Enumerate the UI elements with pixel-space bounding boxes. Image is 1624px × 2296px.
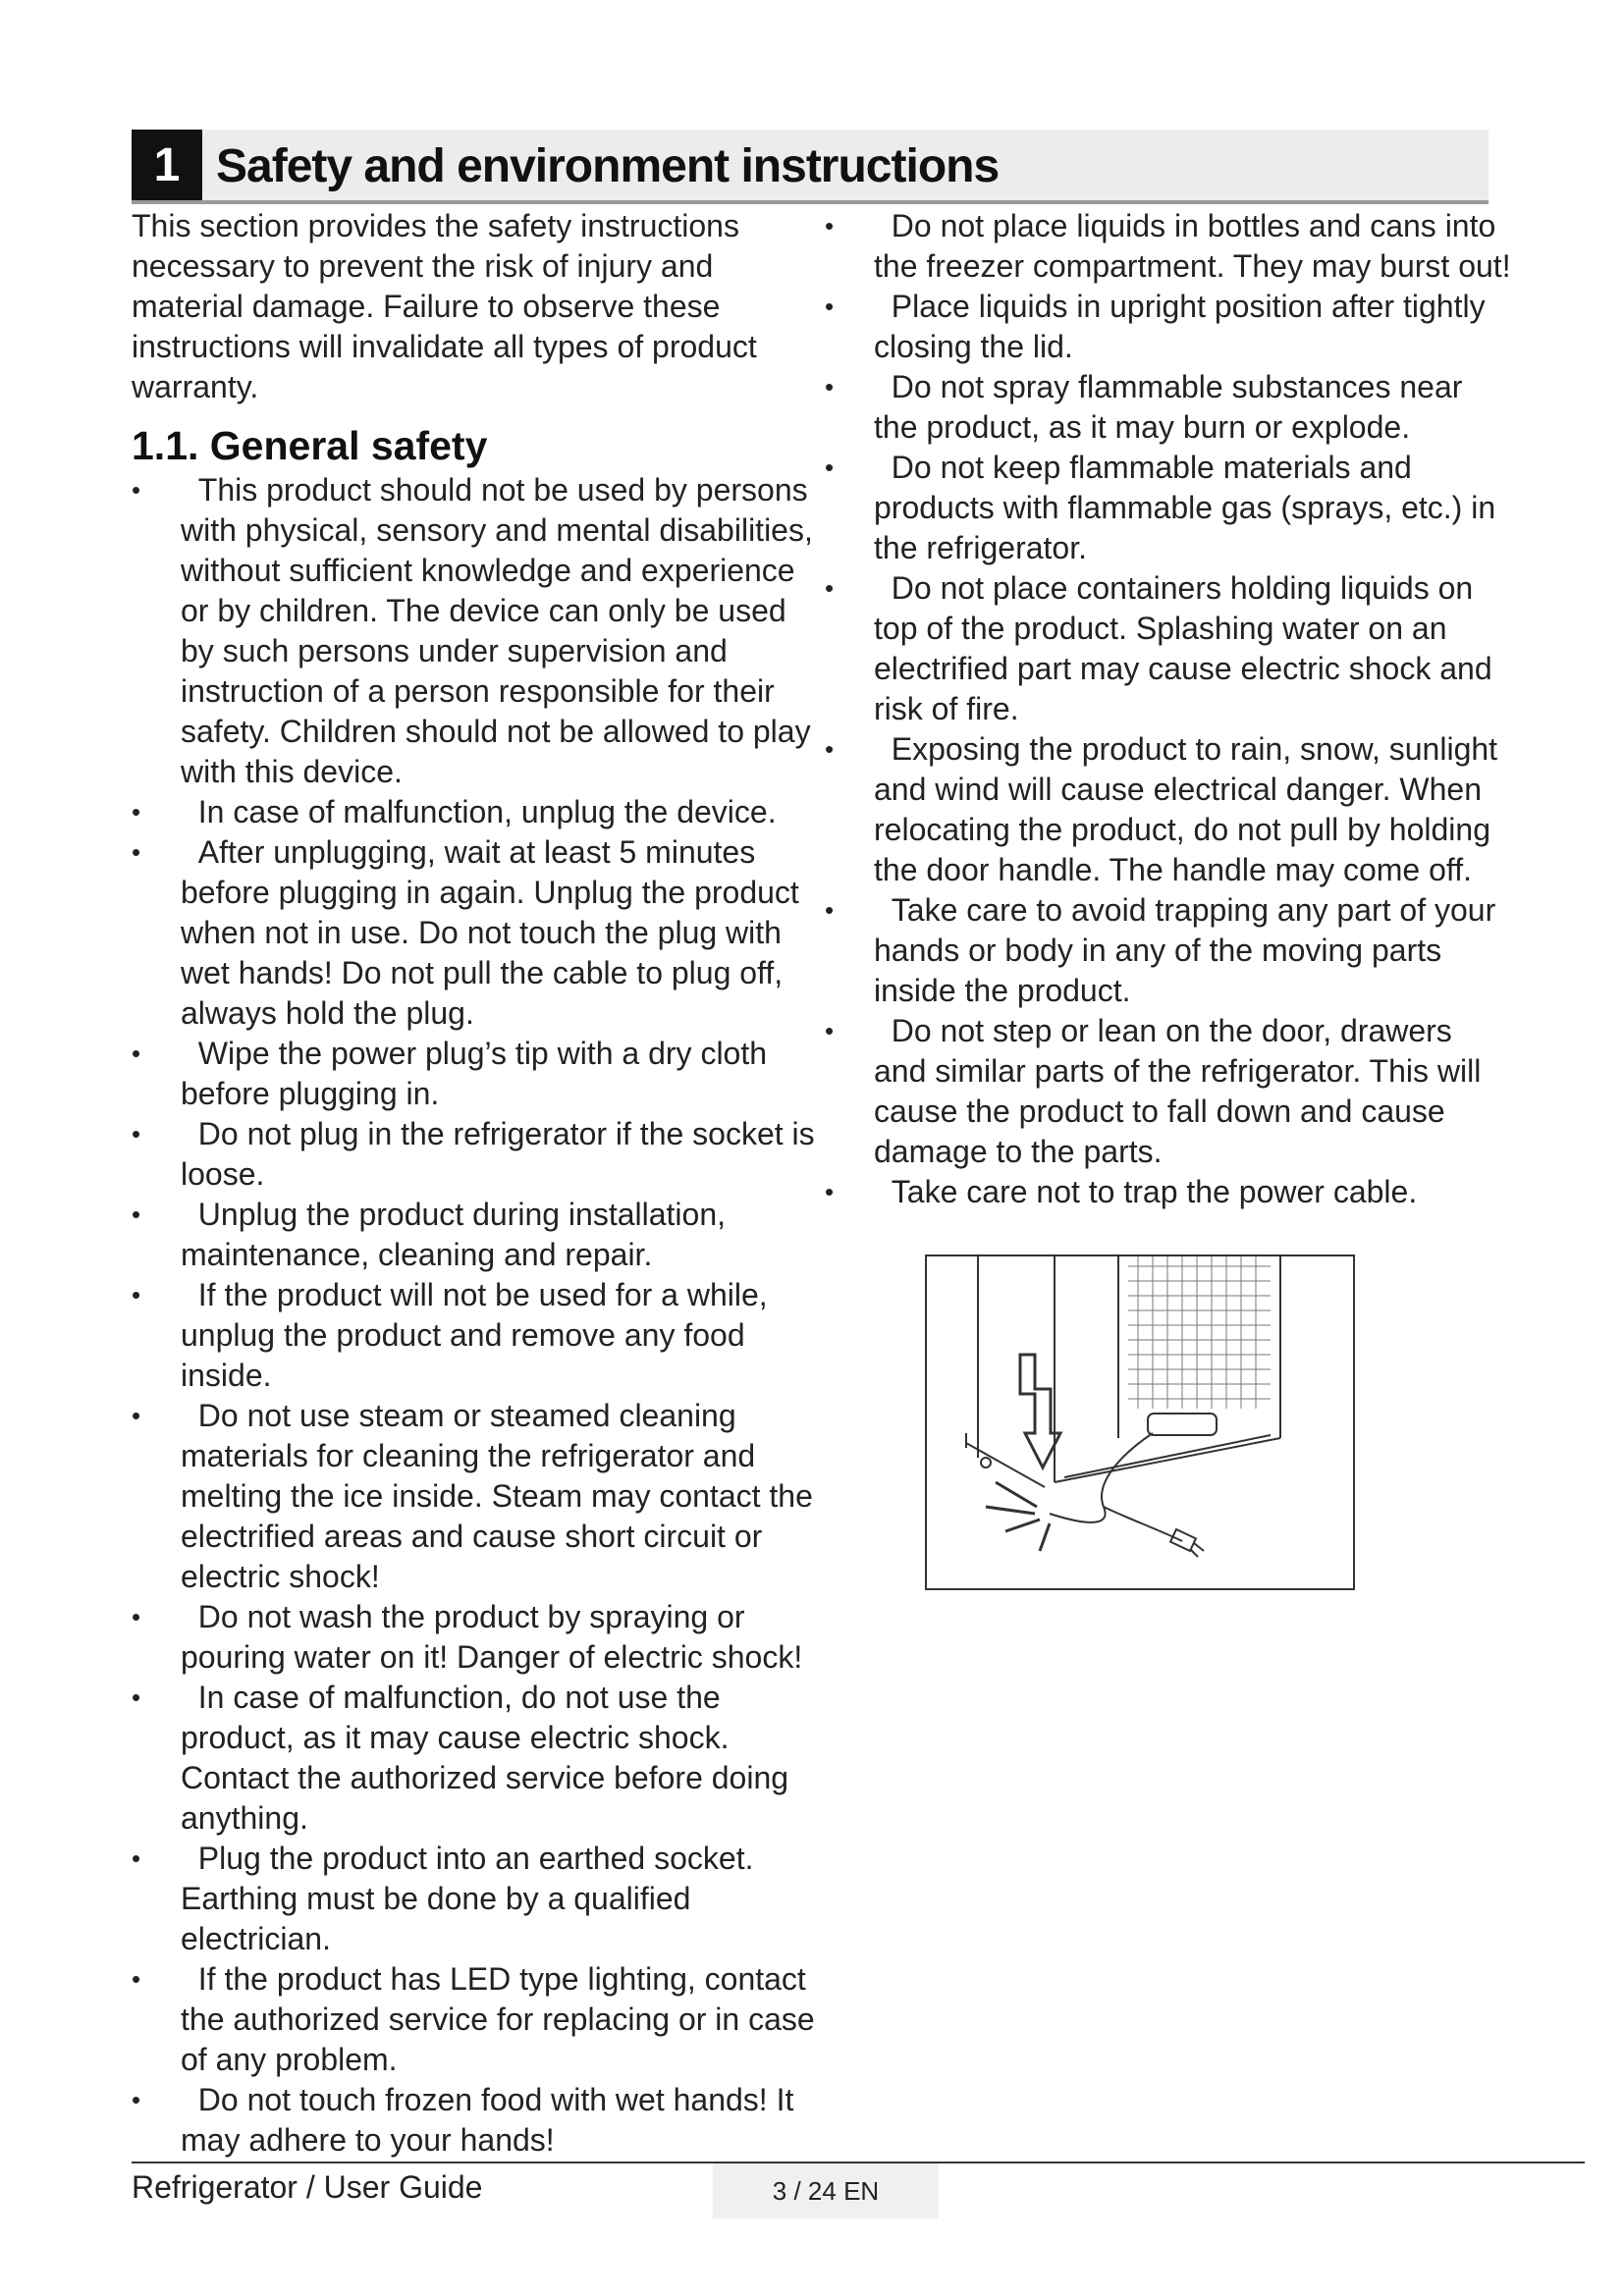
bullet-icon: •	[132, 2085, 141, 2114]
intro-paragraph: This section provides the safety instructions necessary to prevent the risk of injury and material damage. Failure to observe these instructions will invalidate all types of product warranty.	[132, 208, 757, 404]
bullet-icon: •	[132, 1119, 141, 1148]
list-item-text: Do not keep flammable materials and products with flammable gas (sprays, etc.) in the refrigerator.	[874, 450, 1496, 565]
bullet-icon: •	[132, 797, 141, 827]
list-item	[825, 890, 1512, 1011]
list-item-text: Unplug the product during installation, maintenance, cleaning and repair.	[181, 1197, 727, 1272]
chapter-header	[132, 130, 1489, 204]
list-item	[825, 568, 1512, 729]
list-item-text: This product should not be used by persons with physical, sensory and mental disabilities, without sufficient knowledge and experience or by children. The device can only be used by such persons under supervision and instruction of a person responsible for their safety. Children should not be allowed to play with this device.	[181, 472, 813, 789]
list-item-text: If the product has LED type lighting, contact the authorized service for replacing or in case of any problem.	[181, 1961, 815, 2077]
bullet-icon: •	[825, 453, 835, 482]
list-item-text: Wipe the power plug’s tip with a dry cloth before plugging in.	[181, 1036, 768, 1111]
list-item-text: Do not use steam or steamed cleaning materials for cleaning the refrigerator and melting the ice inside. Steam may contact the electrified areas and cause short circuit or electric shock!	[181, 1398, 813, 1594]
list-item-text: Do not wash the product by spraying or pouring water on it! Danger of electric shock!	[181, 1599, 803, 1675]
list-item-text: After unplugging, wait at least 5 minutes before plugging in again. Unplug the product when not in use. Do not touch the plug with wet hands! Do not pull the cable to plug off, always hold the plug.	[181, 834, 799, 1031]
list-item-text: Do not plug in the refrigerator if the socket is loose.	[181, 1116, 815, 1192]
left-column	[132, 206, 819, 2161]
chapter-number: 1	[132, 130, 202, 200]
bullet-icon: •	[132, 475, 141, 505]
list-item-text: Take care to avoid trapping any part of your hands or body in any of the moving parts inside the product.	[874, 892, 1496, 1008]
right-column	[825, 206, 1512, 1212]
left-bullet-list	[132, 470, 819, 2161]
list-item-text: Exposing the product to rain, snow, sunlight and wind will cause electrical danger. When relocating the product, do not pull by holding the door handle. The handle may come off.	[874, 731, 1498, 887]
list-item-text: Plug the product into an earthed socket. Earthing must be done by a qualified electrician.	[181, 1841, 754, 1956]
bullet-icon: •	[825, 1177, 835, 1206]
list-item	[825, 367, 1512, 448]
list-item	[825, 206, 1512, 287]
bullet-icon: •	[825, 734, 835, 764]
list-item	[825, 1172, 1512, 1212]
bullet-icon: •	[825, 573, 835, 603]
list-item	[825, 448, 1512, 568]
list-item	[132, 1034, 819, 1114]
list-item	[132, 1275, 819, 1396]
list-item-text: In case of malfunction, do not use the product, as it may cause electric shock. Contact the authorized service before doing anything.	[181, 1680, 789, 1836]
page-number: 3 / 24 EN	[713, 2163, 939, 2218]
list-item	[132, 832, 819, 1034]
bullet-icon: •	[132, 1843, 141, 1873]
bullet-icon: •	[132, 1039, 141, 1068]
list-item	[132, 1959, 819, 2080]
list-item-text: In case of malfunction, unplug the device.	[197, 794, 777, 829]
right-bullet-list	[825, 206, 1512, 1212]
list-item-text: Place liquids in upright position after tightly closing the lid.	[874, 289, 1486, 364]
bullet-icon: •	[132, 1964, 141, 1994]
bullet-icon: •	[825, 895, 835, 925]
list-item	[132, 1678, 819, 1839]
bullet-icon: •	[132, 1682, 141, 1712]
bullet-icon: •	[132, 1602, 141, 1631]
list-item-text: Do not place containers holding liquids on top of the product. Splashing water on an electrified part may cause electric shock and risk of fire.	[874, 570, 1492, 726]
bullet-icon: •	[825, 211, 835, 240]
list-item	[825, 729, 1512, 890]
list-item-text: Do not place liquids in bottles and cans into the freezer compartment. They may burst out!	[874, 208, 1511, 284]
bullet-icon: •	[825, 292, 835, 321]
list-item	[132, 1114, 819, 1195]
list-item	[825, 1011, 1512, 1172]
list-item-text: Do not step or lean on the door, drawers and similar parts of the refrigerator. This will cause the product to fall down and cause damage to the parts.	[874, 1013, 1482, 1169]
bullet-icon: •	[132, 837, 141, 867]
list-item	[132, 1396, 819, 1597]
bullet-icon: •	[132, 1280, 141, 1309]
list-item	[825, 287, 1512, 367]
bullet-icon: •	[825, 372, 835, 401]
section-heading: 1.1. General safety	[132, 423, 488, 468]
list-item-text: Do not touch frozen food with wet hands! It may adhere to your hands!	[181, 2082, 794, 2158]
list-item	[132, 1839, 819, 1959]
footer-document-title: Refrigerator / User Guide	[132, 2169, 483, 2205]
list-item	[132, 2080, 819, 2161]
list-item	[132, 1597, 819, 1678]
list-item-text: Do not spray flammable substances near the product, as it may burn or explode.	[874, 369, 1463, 445]
bullet-icon: •	[132, 1401, 141, 1430]
list-item-text: If the product will not be used for a while, unplug the product and remove any food inside.	[181, 1277, 768, 1393]
bullet-icon: •	[825, 1016, 835, 1045]
refrigerator-back-icon	[927, 1256, 1353, 1588]
chapter-title: Safety and environment instructions	[216, 140, 1000, 192]
list-item-text: Take care not to trap the power cable.	[891, 1174, 1418, 1209]
bullet-icon: •	[132, 1200, 141, 1229]
power-cable-illustration	[925, 1255, 1355, 1590]
list-item	[132, 792, 819, 832]
list-item	[132, 1195, 819, 1275]
list-item	[132, 470, 819, 792]
